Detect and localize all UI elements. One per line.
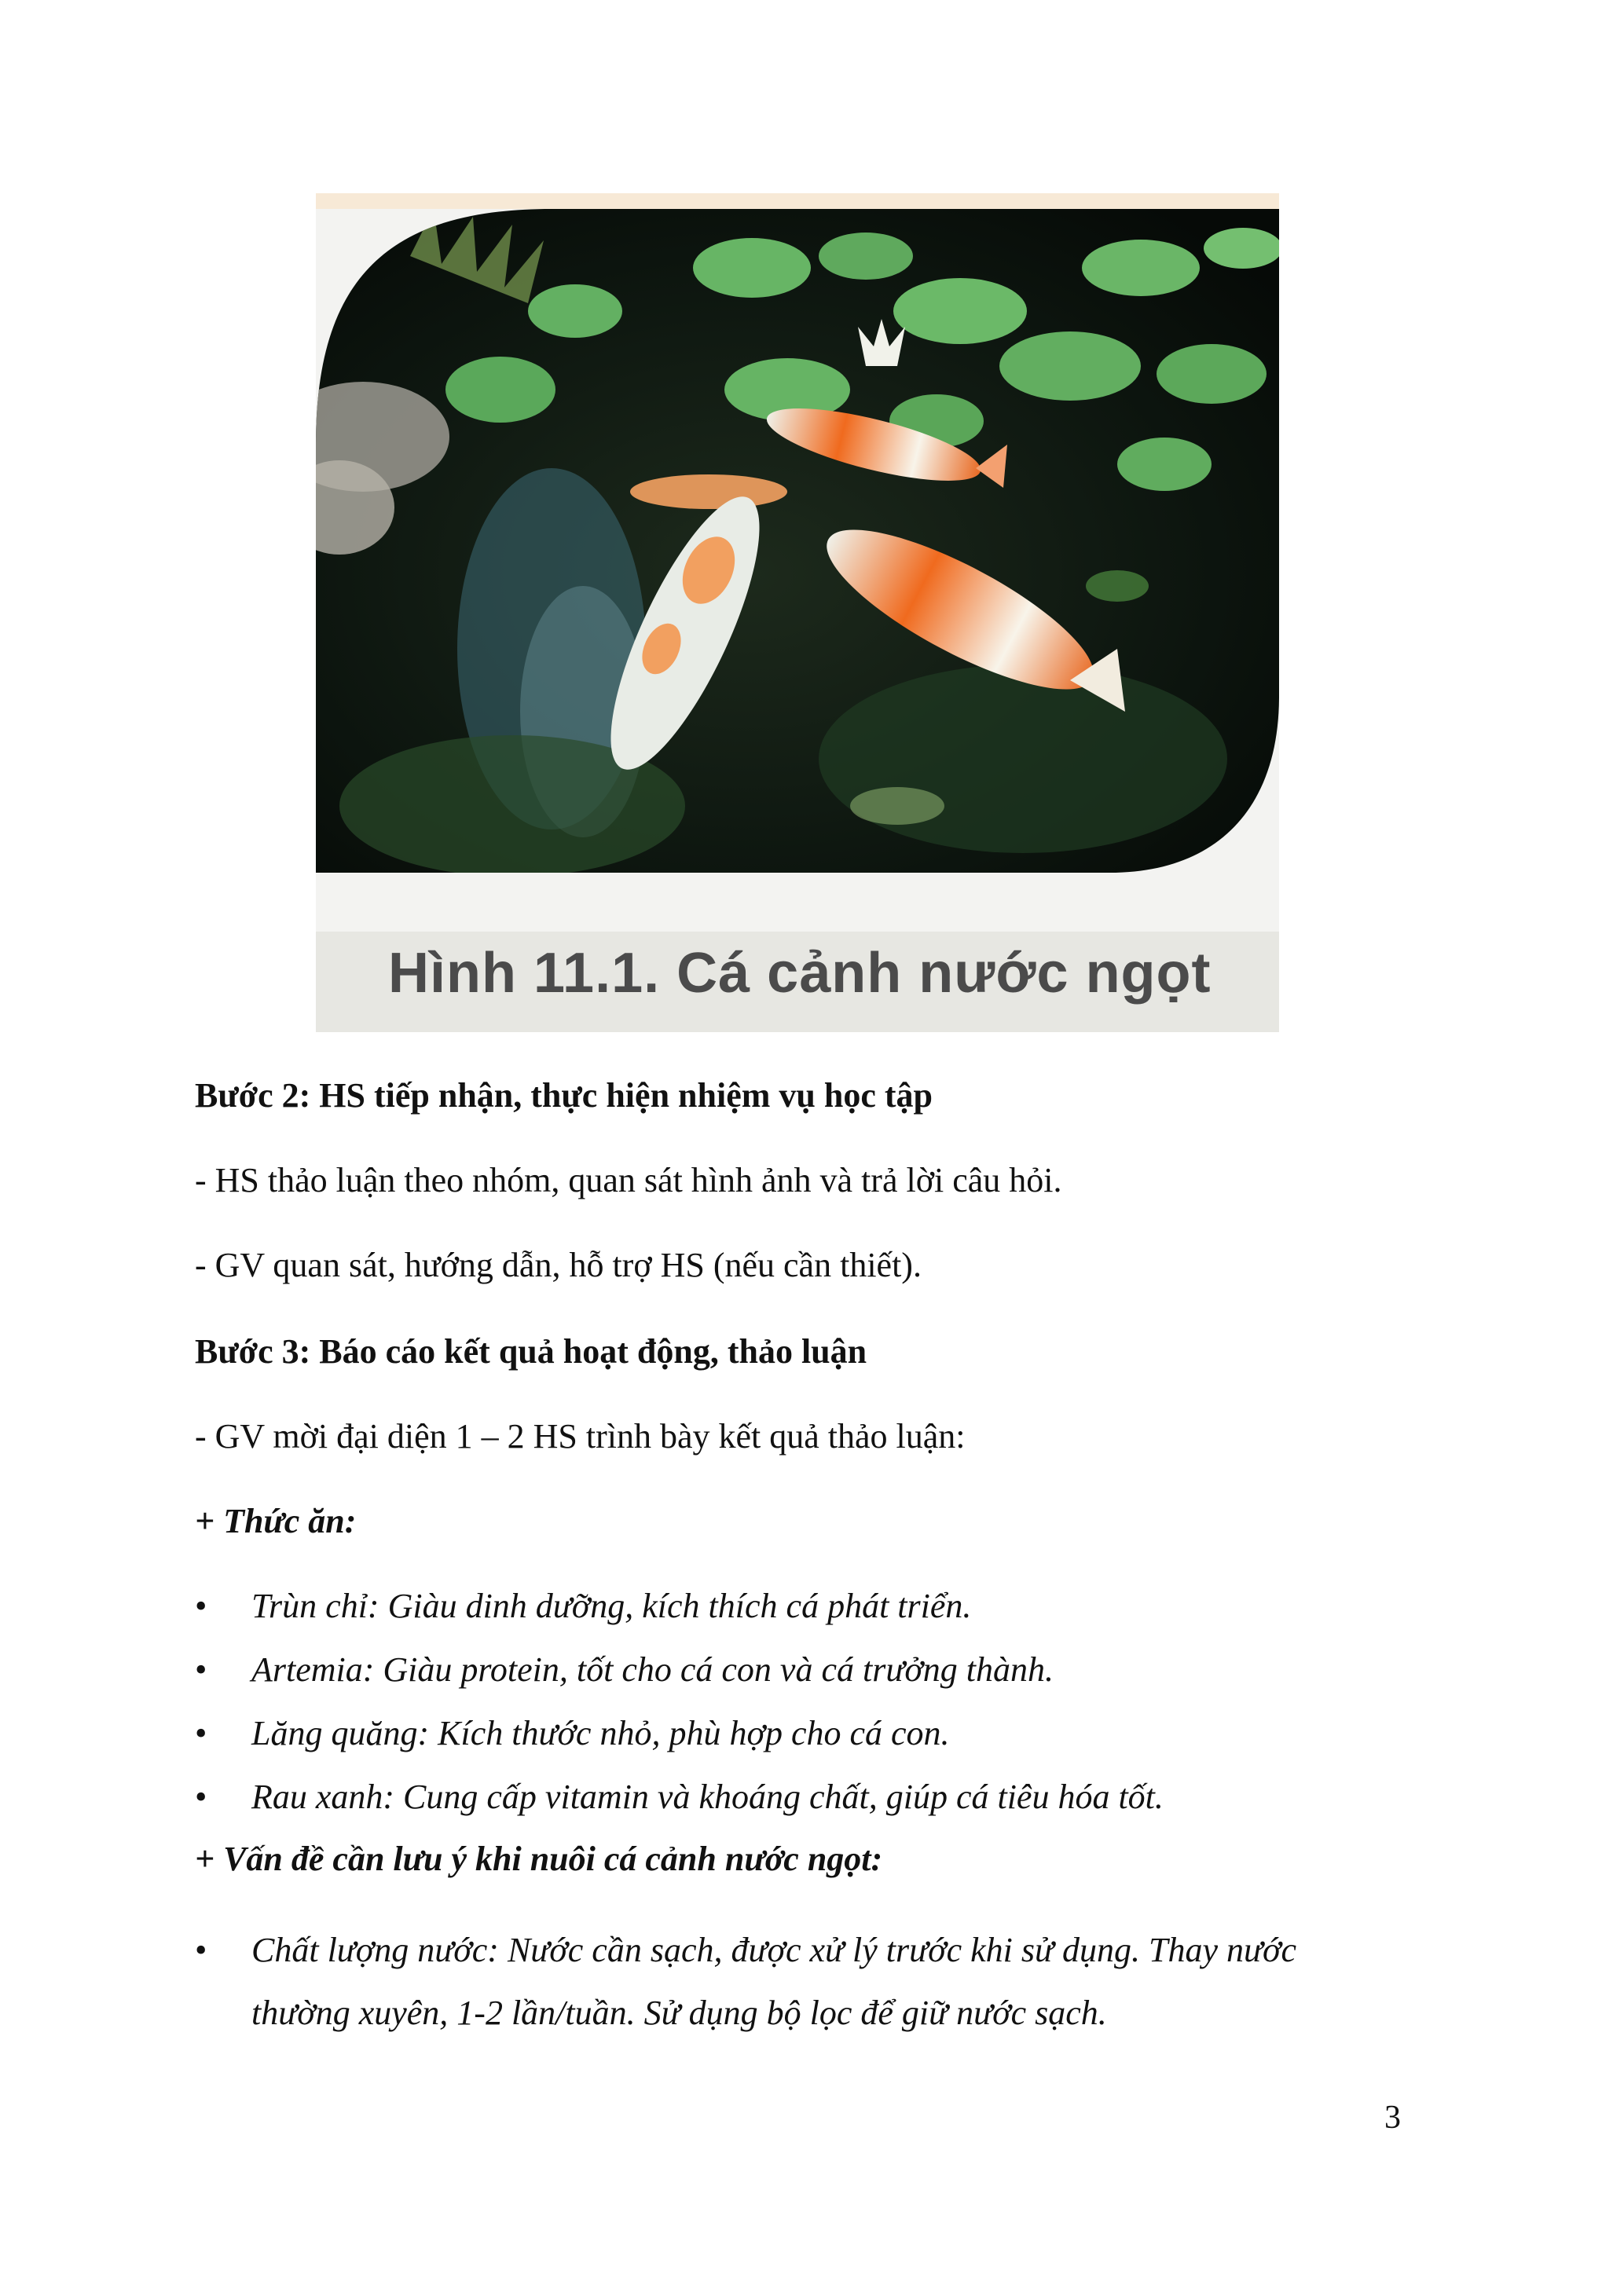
food-item-1: Trùn chỉ: Giàu dinh dưỡng, kích thích cá phát triển.: [251, 1587, 972, 1625]
figure-top-strip: [316, 193, 1279, 209]
step2-heading: Bước 2: HS tiếp nhận, thực hiện nhiệm vụ học tập: [195, 1076, 933, 1115]
step2-line-2: - GV quan sát, hướng dẫn, hỗ trợ HS (nếu cần thiết).: [195, 1246, 922, 1284]
notes-item-1-line-2: thường xuyên, 1-2 lần/tuần. Sử dụng bộ lọc để giữ nước sạch.: [251, 1994, 1107, 2032]
food-bullet-2: •: [195, 1650, 207, 1689]
food-item-4: Rau xanh: Cung cấp vitamin và khoáng chất, giúp cá tiêu hóa tốt.: [251, 1778, 1164, 1816]
food-item-2: Artemia: Giàu protein, tốt cho cá con và cá trưởng thành.: [251, 1650, 1054, 1689]
figure-caption: Hình 11.1. Cá cảnh nước ngọt: [388, 942, 1212, 1005]
notes-heading: + Vấn đề cần lưu ý khi nuôi cá cảnh nước ngọt:: [195, 1840, 883, 1878]
notes-bullet-1: •: [195, 1931, 207, 1969]
food-heading: + Thức ăn:: [195, 1502, 357, 1540]
food-item-3: Lăng quăng: Kích thước nhỏ, phù hợp cho cá con.: [251, 1714, 950, 1752]
page-number: 3: [1384, 2100, 1401, 2136]
step2-line-1: - HS thảo luận theo nhóm, quan sát hình ảnh và trả lời câu hỏi.: [195, 1161, 1062, 1199]
food-bullet-1: •: [195, 1587, 207, 1625]
figure-koi-pond: [316, 193, 1279, 1032]
food-bullet-3: •: [195, 1714, 207, 1752]
step3-heading: Bước 3: Báo cáo kết quả hoạt động, thảo luận: [195, 1332, 867, 1371]
koi-pond-photo: [316, 209, 1279, 873]
step3-intro: - GV mời đại diện 1 – 2 HS trình bày kết quả thảo luận:: [195, 1417, 966, 1456]
food-bullet-4: •: [195, 1778, 207, 1816]
notes-item-1-line-1: Chất lượng nước: Nước cần sạch, được xử lý trước khi sử dụng. Thay nước: [251, 1931, 1297, 1969]
